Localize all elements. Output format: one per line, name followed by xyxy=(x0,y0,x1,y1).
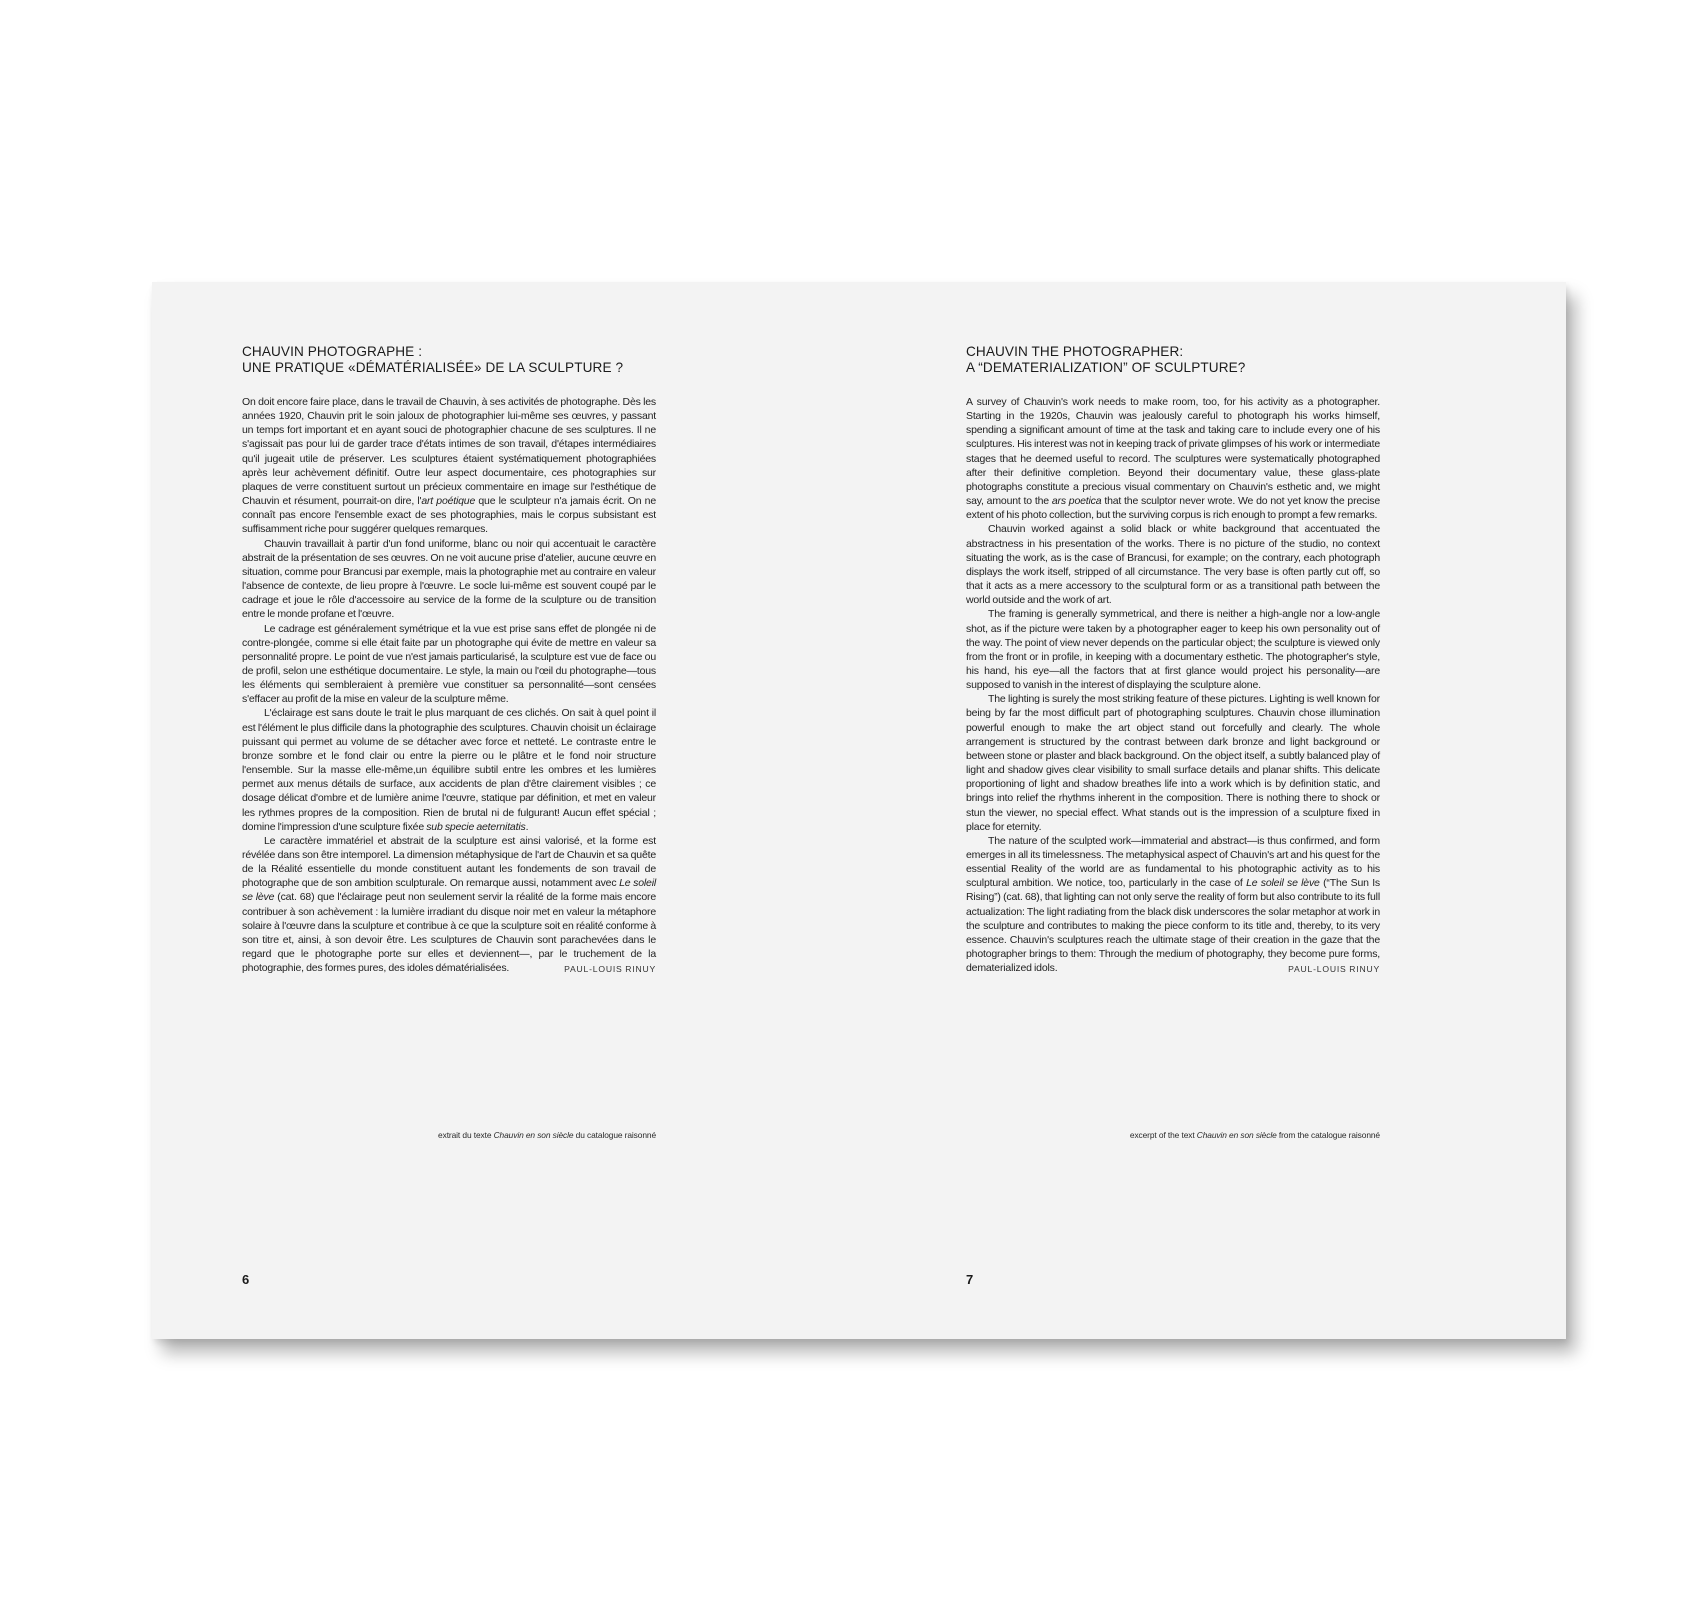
right-author-credit: PAUL-LOUIS RINUY xyxy=(1288,964,1380,975)
right-text-block xyxy=(966,344,1380,976)
right-source-italic: Chauvin en son siècle xyxy=(1196,1130,1277,1140)
right-title-line-2: A “DEMATERIALIZATION” OF SCULPTURE? xyxy=(966,360,1246,375)
book-spread xyxy=(152,282,1566,1339)
left-p1-text: On doit encore faire place, dans le travail de Chauvin, à ses activités de photographe. Dès les années 1920, Chauvin prit le soin jaloux de photographier lui-même ses œuvres, y passant un temps fort important et en ayant souci de photographier chacune de ses sculptures. Il ne s'agissait pas pour lui de garder trace d'états intimes de son travail, d'étapes intermédiaires qu'il jugeait utile de préserver. Les sculptures étaient systématiquement photographiées après leur achèvement définitif. Outre leur aspect documentaire, ces photographies sur plaques de verre constituent surtout un précieux commentaire en image sur l'esthétique de Chauvin et résument, pourrait-on dire, l' xyxy=(242,396,656,508)
right-title-line-1: CHAUVIN THE PHOTOGRAPHER: xyxy=(966,344,1184,359)
right-paragraph-1 xyxy=(966,395,1380,522)
left-p1-text-end: que le sculpteur n'a jamais écrit. On ne connaît pas encore l'ensemble exact de ses photographies, mais le corpus subsistant est suffisamment riche pour suggérer quelques remarques. xyxy=(242,495,656,536)
left-p4-text-end: . xyxy=(525,820,529,833)
right-page xyxy=(859,282,1566,1339)
left-source-text-end: du catalogue raisonné xyxy=(573,1130,656,1140)
left-p4-text: L'éclairage est sans doute le trait le plus marquant de ces clichés. On sait à quel point il est l'élément le plus difficile dans la photographie des sculptures. Chauvin choisit un éclairage puissant qui permet au volume de se détacher avec force et netteté. Le contraste entre le bronze sombre et le fond clair ou entre la pierre ou le plâtre et le fond noir structure l'ensemble. Sur la masse elle-même,un équilibre subtil entre les ombres et les lumières permet aux menus détails de surface, aux accidents de plan d'être clairement visibles ; ce dosage délicat d'ombre et de lumière anime l'œuvre, statique par définition, et met en valeur les rythmes propres de la composition. Rien de brutal ni de fulgurant! Aucun effet spécial ; domine l'impression d'une sculpture fixée xyxy=(242,707,656,833)
right-paragraph-4: The lighting is surely the most striking feature of these pictures. Lighting is well known for being by far the most difficult part of photographing sculptures. Chauvin chose illumination powerful enough to make the art object stand out forcefully and clearly. The whole arrangement is structured by the contrast between dark bronze and light background or between stone or plaster and black background. On the object itself, a subtly balanced play of light and shadow gives clear visibility to small surface details and planar shifts. This delicate proportioning of light and shadow breathes life into a work which is by definition static, and brings into relief the rhythms inherent in the composition. There is nothing there to shock or stun the viewer, no special effect. What stands out is the impression of a sculpture fixed in place for eternity. xyxy=(966,693,1380,833)
left-p5-italic: Le soleil se lève xyxy=(242,877,657,904)
left-title-line-2: UNE PRATIQUE «DÉMATÉRIALISÉE» DE LA SCULPTURE ? xyxy=(242,360,624,375)
left-author-credit: PAUL-LOUIS RINUY xyxy=(564,964,656,975)
left-page-number: 6 xyxy=(242,1272,250,1287)
left-source-note xyxy=(242,1130,656,1140)
left-paragraph-3: Le cadrage est généralement symétrique et la vue est prise sans effet de plongée ni de contre-plongée, comme si elle était faite par un photographe qui évite de mettre en valeur sa personnalité propre. Le point de vue n'est jamais particularisé, la sculpture est vue de face ou de profil, selon une esthétique documentaire. Le style, la main ou l'œil du photographe—tous les éléments qui sembleraient à première vue constituer sa personnalité—sont censées s'effacer au profit de la mise en valeur de la sculpture même. xyxy=(242,622,656,706)
left-paragraph-4 xyxy=(242,706,656,833)
left-text-block xyxy=(242,344,656,976)
left-p5-text: Le caractère immatériel et abstrait de la sculpture est ainsi valorisé, et la forme est révélée dans son être intemporel. La dimension métaphysique de l'art de Chauvin et sa quête de la Réalité essentielle du monde constituent autant les fondements de son travail de photographe que de son ambition sculpturale. On remarque aussi, notamment avec xyxy=(242,834,656,890)
left-p5-text-end: (cat. 68) que l'éclairage peut non seulement servir la réalité de la forme mais encore contribuer à son achèvement : la lumière irradiant du disque noir met en valeur la métaphore solaire à l'œuvre dans la sculpture et contribue à ce que la sculpture soit en réalité conforme à son titre et, ainsi, à son devoir être. Les sculptures de Chauvin sont parachevées dans le regard que le photographe porte sur elles et deviennent—, par le truchement de la photographie, des formes pures, des idoles dématérialisées. xyxy=(242,891,656,975)
left-paragraph-1 xyxy=(242,395,656,537)
left-source-text: extrait du texte xyxy=(438,1130,494,1140)
right-p5-text-end: (“The Sun Is Rising”) (cat. 68), that lighting can not only serve the reality of form but also contribute to its full actualization: The light radiating from the black disk underscores the solar metaphor at work in the sculpture and contributes to making the piece conform to its title and, thereby, to its very essence. Chauvin's sculptures reach the ultimate stage of their creation in the gaze that the photographer brings to them: Through the medium of photography, they become pure forms, dematerialized idols. xyxy=(966,877,1381,975)
right-p1-text: A survey of Chauvin's work needs to make room, too, for his activity as a photographer. Starting in the 1920s, Chauvin was jealously careful to photograph his works himself, spending a significant amount of time at the task and taking care to include every one of his sculptures. His interest was not in keeping track of private glimpses of his work or intermediate stages that he deemed useful to record. The sculptures were systematically photographed after their definitive completion. Beyond their documentary value, these glass-plate photographs constitute a precious visual commentary on Chauvin's esthetic and, we might say, amount to the xyxy=(966,396,1380,508)
left-paragraph-2: Chauvin travaillait à partir d'un fond uniforme, blanc ou noir qui accentuait le caractère abstrait de la présentation de ses œuvres. On ne voit aucune prise d'atelier, aucune œuvre en situation, comme pour Brancusi par exemple, mais la photographie met au contraire en valeur l'absence de contexte, de lieu propre à l'œuvre. Le socle lui-même est souvent coupé par le cadrage et joue le rôle d'accessoire au service de la forme de la sculpture ou de transition entre le monde profane et l'œuvre. xyxy=(242,537,656,621)
right-source-text-end: from the catalogue raisonné xyxy=(1276,1130,1380,1140)
right-page-number: 7 xyxy=(966,1272,974,1287)
left-p4-italic: sub specie aeternitatis xyxy=(426,820,526,833)
left-page xyxy=(152,282,859,1339)
right-p1-italic: ars poetica xyxy=(1051,495,1102,508)
right-page-title xyxy=(966,344,1380,376)
right-p5-italic: Le soleil se lève xyxy=(1246,877,1320,890)
left-title-line-1: CHAUVIN PHOTOGRAPHE : xyxy=(242,344,423,359)
right-source-note xyxy=(966,1130,1380,1140)
right-body xyxy=(966,395,1380,975)
left-p1-italic: art poétique xyxy=(421,495,476,508)
right-paragraph-2: Chauvin worked against a solid black or white background that accentuated the abstractness in his presentation of the works. There is no picture of the studio, no context situating the work, as is the case of Brancusi, for example; on the contrary, each photograph displays the work itself, stripped of all circumstance. The very base is often partly cut off, so that it acts as a mere accessory to the sculptural form or as a transitional path between the world outside and the work of art. xyxy=(966,523,1380,607)
right-paragraph-5 xyxy=(966,834,1380,976)
left-paragraph-5 xyxy=(242,834,656,976)
right-source-text: excerpt of the text xyxy=(1129,1130,1197,1140)
right-paragraph-3: The framing is generally symmetrical, and there is neither a high-angle nor a low-angle shot, as if the picture were taken by a photographer eager to keep his own personality out of the way. The point of view never depends on the particular object; the sculpture is viewed only from the front or in profile, in keeping with a documentary esthetic. The photographer's style, his hand, his eye—all the factors that at first glance would project his personality—are supposed to vanish in the interest of displaying the sculpture alone. xyxy=(966,608,1380,692)
left-source-italic: Chauvin en son siècle xyxy=(493,1130,574,1140)
right-p5-text: The nature of the sculpted work—immaterial and abstract—is thus confirmed, and form emerges in all its timelessness. The metaphysical aspect of Chauvin's art and his quest for the essential Reality of the world are as fundamental to his photographic activity as to his sculptural ambition. We notice, too, particularly in the case of xyxy=(966,834,1380,890)
right-p1-text-end: that the sculptor never wrote. We do not yet know the precise extent of his photo collection, but the surviving corpus is rich enough to prompt a few remarks. xyxy=(966,495,1380,522)
left-body xyxy=(242,395,656,975)
left-page-title xyxy=(242,344,656,376)
